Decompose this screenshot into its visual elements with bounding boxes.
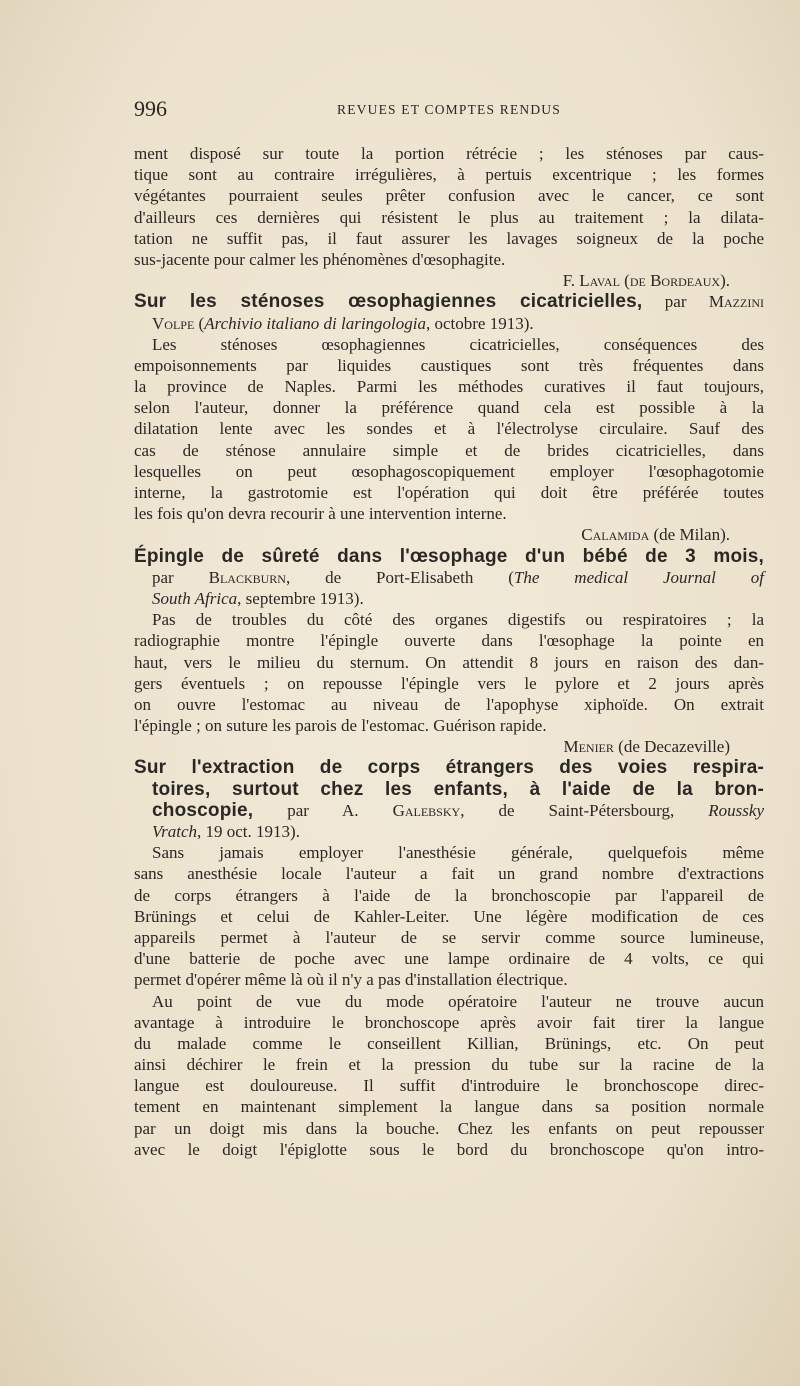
text-line: tique sont au contraire irrégulières, à pertuis excentrique ; les formes xyxy=(134,165,764,185)
text-line: Pas de troubles du côté des organes digestifs ou respiratoires ; la xyxy=(152,610,764,630)
text-line: par un doigt mis dans la bouche. Chez les enfants on peut repousser xyxy=(134,1118,764,1138)
journal-title: Vratch xyxy=(152,822,198,841)
source-date: , octobre 1913). xyxy=(425,313,534,333)
author-place: , de Port-Elisabeth ( xyxy=(285,567,514,587)
article-source xyxy=(134,313,764,334)
journal-title: Roussky xyxy=(708,800,764,820)
text-line: Les sténoses œsophagiennes cicatricielles, conséquences des xyxy=(152,334,764,354)
heading-by: par xyxy=(152,567,209,587)
page-header xyxy=(134,96,764,126)
article-title: Sur les sténoses œsophagiennes cicatricielles, xyxy=(134,291,643,313)
article-title: Sur l'extraction de corps étrangers des voies respira- xyxy=(134,757,764,779)
text-line: végétantes pourraient seules prêter confusion avec le cancer, ce sont xyxy=(134,186,764,206)
text-line: tement en maintenant simplement la langue dans sa position normale xyxy=(134,1097,764,1117)
author-name: Galebsky xyxy=(392,800,461,820)
text-line: haut, vers le milieu du sternum. On attendit 8 jours en raison des dan- xyxy=(134,652,764,672)
text-line: Brünings et celui de Kahler-Leiter. Une légère modification de ces xyxy=(134,906,764,926)
signature-place: (de Decazeville) xyxy=(613,737,730,757)
article-source xyxy=(134,800,764,821)
heading-by: par A. xyxy=(253,800,393,820)
article-title: Épingle de sûreté dans l'œsophage d'un bébé de 3 mois, xyxy=(134,545,764,567)
text-line: avantage à introduire le bronchoscope après avoir fait tirer la langue xyxy=(134,1012,764,1032)
text-line: les fois qu'on devra recourir à une intervention interne. xyxy=(134,504,507,524)
heading-by: par xyxy=(642,292,709,312)
text-line: on ouvre l'estomac au niveau de l'apophyse xiphoïde. On extrait xyxy=(134,694,764,714)
page-number: 996 xyxy=(134,96,167,121)
text-line: appareils permet à l'auteur de se servir comme source lumineuse, xyxy=(134,927,764,947)
text-line: selon l'auteur, donner la préférence quand cela est possible à la xyxy=(134,398,764,418)
article-source xyxy=(134,821,764,842)
text-line: la province de Naples. Parmi les méthodes curatives il faut toujours, xyxy=(134,377,764,397)
text-line: d'une batterie de poche avec une lampe ordinaire de 4 volts, ce qui xyxy=(134,949,764,969)
author-name: Volpe xyxy=(152,313,195,333)
article-title: choscopie, xyxy=(152,799,254,821)
signature xyxy=(134,736,764,757)
text-line: ainsi déchirer le frein et la pression du tube sur la racine de la xyxy=(134,1055,764,1075)
article-heading xyxy=(134,291,764,312)
signature-name: Menier xyxy=(563,737,614,757)
author-name: Blackburn xyxy=(208,567,286,587)
page-body xyxy=(134,143,764,1160)
text-line: Sans jamais employer l'anesthésie générale, quelquefois même xyxy=(152,843,764,863)
source-date: , septembre 1913). xyxy=(237,588,364,608)
text-line: dilatation lente avec les sondes et à l'électrolyse circulaire. Sauf des xyxy=(134,419,764,439)
text-line: langue est douloureuse. Il suffit d'introduire le bronchoscope direc- xyxy=(134,1076,764,1096)
article-heading xyxy=(134,757,764,778)
text-line: avec le doigt l'épiglotte sous le bord du bronchoscope qu'on intro- xyxy=(134,1139,764,1159)
text-line: Au point de vue du mode opératoire l'auteur ne trouve aucun xyxy=(152,991,764,1011)
text-line: interne, la gastrotomie est l'opération qui doit être préférée toutes xyxy=(134,483,764,502)
text-line: radiographie montre l'épingle ouverte dans l'œsophage la pointe en xyxy=(134,631,764,651)
author-name: Mazzini xyxy=(708,292,764,312)
running-title: REVUES ET COMPTES RENDUS xyxy=(337,102,561,117)
signature-name: F. Laval (de Bordeaux). xyxy=(562,271,730,291)
text-line: cas de sténose annulaire simple et de brides cicatricielles, dans xyxy=(134,440,764,460)
article-source xyxy=(134,567,764,588)
article-heading xyxy=(134,779,764,800)
text-line: d'ailleurs ces dernières qui résistent le plus au traitement ; la dilata- xyxy=(134,207,764,227)
text-line: sus-jacente pour calmer les phénomènes d'œsophagite. xyxy=(134,249,506,269)
text-line: sans anesthésie locale l'auteur a fait un grand nombre d'extractions xyxy=(134,864,764,884)
source-open: ( xyxy=(194,313,205,333)
text-line: lesquelles on peut œsophagoscopiquement employer l'œsophagotomie xyxy=(134,461,764,481)
journal-title: South Africa xyxy=(152,588,238,608)
text-line: de corps étrangers à l'aide de la bronchoscopie par l'appareil de xyxy=(134,885,764,905)
text-line: gers éventuels ; on repousse l'épingle vers le pylore et 2 jours après xyxy=(134,673,764,693)
article-heading xyxy=(134,546,764,567)
text-line: l'épingle ; on suture les parois de l'estomac. Guérison rapide. xyxy=(134,716,547,736)
journal-title: Archivio italiano di laringologia xyxy=(204,313,426,333)
article-source xyxy=(134,588,764,609)
author-place: , de Saint-Pétersbourg, xyxy=(460,800,709,820)
signature xyxy=(134,524,764,545)
text-line: du malade comme le conseillent Killian, Brünings, etc. On peut xyxy=(134,1033,764,1053)
signature xyxy=(134,270,764,291)
source-date: , 19 oct. 1913). xyxy=(197,822,300,841)
article-title: toires, surtout chez les enfants, à l'aide de la bron- xyxy=(152,778,764,800)
signature-place: (de Milan). xyxy=(649,525,730,545)
journal-title: The medical Journal of xyxy=(513,567,765,587)
text-line: empoisonnements par liquides caustiques sont très fréquentes dans xyxy=(134,355,764,375)
text-line: ment disposé sur toute la portion rétrécie ; les sténoses par caus- xyxy=(134,144,764,163)
signature-name: Calamida xyxy=(581,525,650,545)
text-line: permet d'opérer même là où il n'y a pas d'installation électrique. xyxy=(134,970,568,990)
text-line: tation ne suffit pas, il faut assurer les lavages soigneux de la poche xyxy=(134,228,764,248)
